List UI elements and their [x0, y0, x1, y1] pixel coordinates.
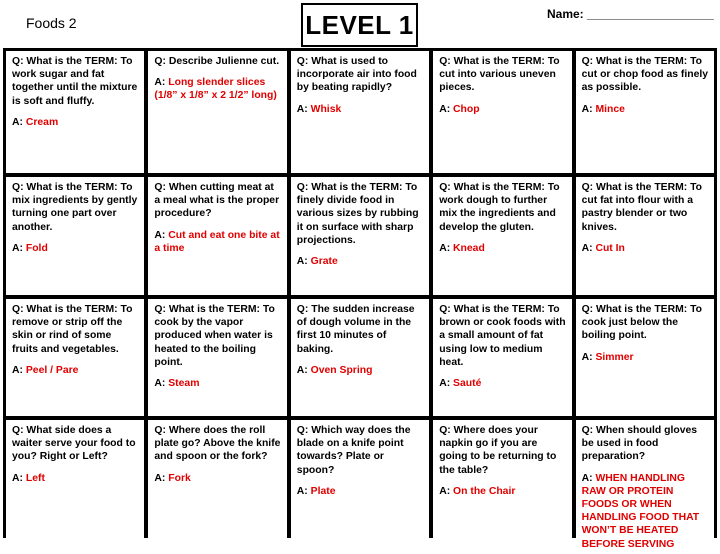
answer-prefix: A: [581, 242, 593, 254]
question-card [148, 299, 286, 416]
answer-prefix: A: [296, 103, 308, 115]
question-text: Q: Which way does the blade on a knife point towards? Plate or spoon? [296, 425, 411, 476]
answer-text: Plate [310, 485, 336, 497]
question-card [576, 420, 714, 554]
answer-text: Long slender slices (1/8” x 1/8” x 2 1/2” long) [154, 77, 277, 102]
answer-line [154, 472, 281, 485]
answer-prefix: A: [154, 77, 166, 89]
question-text: Q: What is the TERM: To cut or chop food as finely as possible. [581, 56, 709, 94]
question-card [433, 299, 571, 416]
answer-line [582, 242, 709, 255]
question-card [433, 51, 571, 173]
answer-text: Whisk [310, 103, 342, 115]
level-title: LEVEL 1 [301, 3, 418, 47]
answer-prefix: A: [12, 116, 23, 128]
question-text: Q: What is the TERM: To finely divide food in various sizes by rubbing it on surface with sharp projections. [296, 182, 419, 246]
question-text: Q: What is the TERM: To cut fat into flour with a pastry blender or two knives. [581, 182, 703, 233]
answer-prefix: A: [439, 242, 451, 254]
answer-prefix: A: [296, 485, 308, 497]
answer-line [439, 242, 566, 255]
answer-text: Cut In [595, 242, 625, 254]
question-card [148, 177, 286, 295]
answer-line [154, 377, 281, 390]
answer-line [12, 364, 139, 377]
answer-text: Knead [453, 242, 485, 254]
question-card [576, 177, 714, 295]
question-card [291, 299, 429, 416]
answer-text: Grate [310, 256, 338, 268]
answer-prefix: A: [12, 242, 23, 254]
answer-text: Fork [168, 472, 191, 484]
answer-line [439, 485, 566, 498]
question-text: Q: What is the TERM: To brown or cook foods with a small amount of fat using low to medium heat. [439, 304, 566, 368]
answer-line [154, 229, 281, 255]
answer-line [297, 255, 424, 268]
question-card [6, 420, 144, 554]
question-text: Q: What is the TERM: To cook just below the boiling point. [581, 304, 703, 342]
answer-text: Cream [25, 116, 59, 128]
question-text: Q: What is the TERM: To work sugar and fat together until the mixture is soft and fluffy. [12, 56, 138, 107]
answer-text: Cut and eat one bite at a time [154, 229, 280, 254]
answer-line [297, 364, 424, 377]
question-card [576, 51, 714, 173]
answer-line [439, 103, 566, 116]
question-card [6, 177, 144, 295]
answer-line [154, 76, 281, 102]
answer-prefix: A: [154, 378, 166, 390]
answer-prefix: A: [439, 103, 451, 115]
answer-line [12, 242, 139, 255]
answer-line [439, 377, 566, 390]
answer-prefix: A: [296, 256, 308, 268]
answer-line [297, 485, 424, 498]
question-card [148, 420, 286, 554]
answer-text: Oven Spring [310, 364, 373, 376]
question-grid [3, 48, 717, 550]
answer-prefix: A: [154, 229, 166, 241]
question-text: Q: What is used to incorporate air into food by beating rapidly? [296, 56, 417, 94]
answer-text: Left [25, 472, 45, 484]
question-card [291, 420, 429, 554]
question-text: Q: Describe Julienne cut. [154, 56, 280, 67]
answer-text: Steam [168, 378, 200, 390]
answer-line [582, 472, 709, 551]
answer-text: Mince [595, 103, 625, 115]
question-text: Q: Where does the roll plate go? Above the knife and spoon or the fork? [154, 425, 281, 463]
question-card [291, 177, 429, 295]
question-card [433, 420, 571, 554]
question-text: Q: What is the TERM: To cut into various uneven pieces. [439, 56, 560, 94]
answer-text: Chop [453, 103, 480, 115]
name-field: Name: ___________________ [547, 7, 714, 21]
answer-prefix: A: [12, 364, 23, 376]
question-text: Q: What side does a waiter serve your food to you? Right or Left? [12, 425, 136, 463]
answer-line [12, 116, 139, 129]
question-card [6, 51, 144, 173]
question-text: Q: What is the TERM: To remove or strip off the skin or rind of some fruits and vegetables. [12, 304, 133, 355]
answer-prefix: A: [12, 472, 23, 484]
question-text: Q: The sudden increase of dough volume in the first 10 minutes of baking. [296, 304, 415, 355]
question-card [576, 299, 714, 416]
question-text: Q: What is the TERM: To cook by the vapor produced when water is heated to the boiling point. [154, 304, 275, 368]
answer-prefix: A: [581, 351, 593, 363]
answer-line [582, 351, 709, 364]
answer-line [12, 472, 139, 485]
answer-prefix: A: [439, 378, 451, 390]
answer-text: On the Chair [453, 485, 516, 497]
answer-prefix: A: [581, 472, 593, 484]
question-text: Q: What is the TERM: To mix ingredients by gently turning one part over another. [12, 182, 138, 233]
class-title: Foods 2 [26, 15, 77, 31]
question-text: Q: What is the TERM: To work dough to further mix the ingredients and develop the gluten. [439, 182, 560, 233]
answer-text: WHEN HANDLING RAW OR PROTEIN FOODS OR WHEN HANDLING FOOD THAT WON’T BE HEATED BEFORE SERVING [581, 472, 700, 550]
answer-prefix: A: [439, 485, 451, 497]
answer-line [582, 103, 709, 116]
question-text: Q: Where does your napkin go if you are going to be returning to the table? [439, 425, 557, 476]
answer-text: Fold [25, 242, 48, 254]
question-card [148, 51, 286, 173]
question-card [291, 51, 429, 173]
question-card [6, 299, 144, 416]
answer-line [297, 103, 424, 116]
answer-prefix: A: [154, 472, 166, 484]
question-text: Q: When cutting meat at a meal what is the proper procedure? [154, 182, 280, 220]
answer-text: Sauté [453, 378, 482, 390]
answer-prefix: A: [581, 103, 593, 115]
answer-prefix: A: [296, 364, 308, 376]
question-text: Q: When should gloves be used in food preparation? [581, 425, 698, 463]
answer-text: Peel / Pare [25, 364, 79, 376]
answer-text: Simmer [595, 351, 634, 363]
question-card [433, 177, 571, 295]
